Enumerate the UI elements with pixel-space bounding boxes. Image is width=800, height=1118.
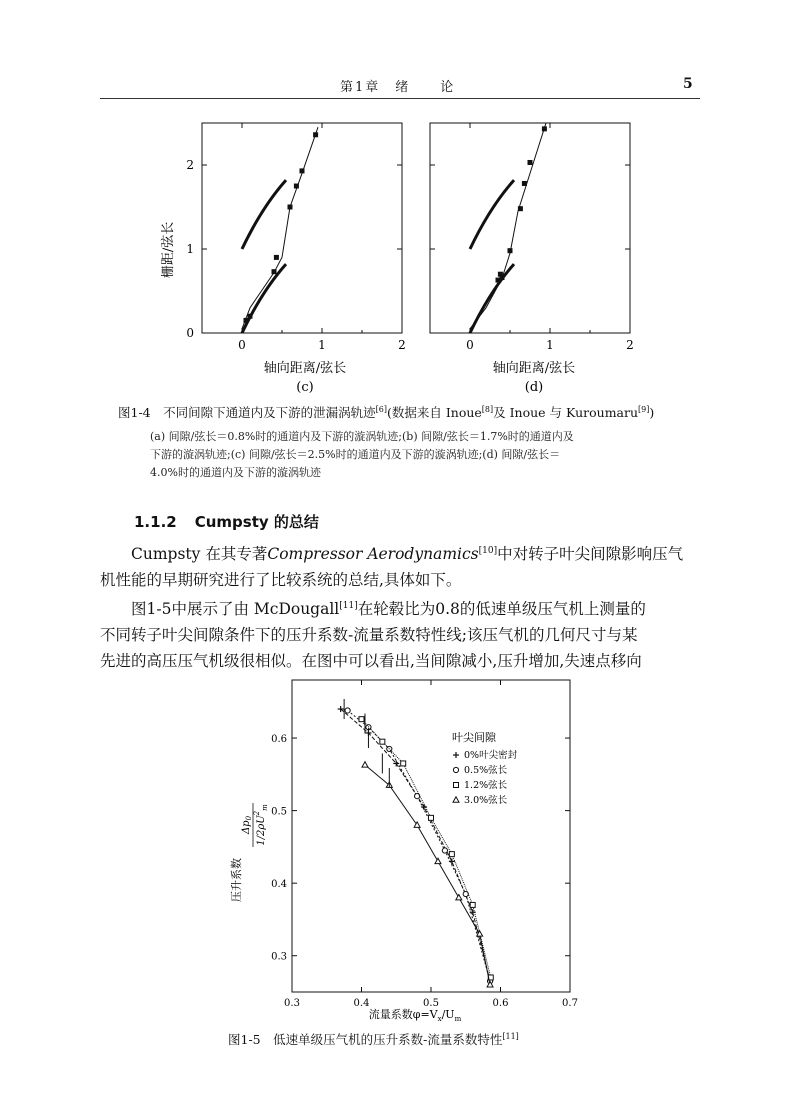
panel-d <box>430 123 634 352</box>
y-tick-label: 0.3 <box>271 951 287 963</box>
legend-label: 3.0%弦长 <box>464 795 508 806</box>
caption-text: ) <box>649 405 655 420</box>
subcaption-line: 下游的漩涡轨迹;(c) 间隙/弦长＝2.5%时的通道内及下游的漩涡轨迹;(d) 间隙/弦长＝ <box>150 448 561 461</box>
paragraph-line <box>100 593 700 622</box>
paragraph-line: 先进的高压压气机级很相似。在图中可以看出,当间隙减小,压升增加,失速点移向 <box>100 652 642 671</box>
legend-marker <box>454 783 459 788</box>
section-heading <box>134 511 319 532</box>
data-point <box>359 717 364 722</box>
figure-1-4-subcaption <box>150 428 670 482</box>
x-tick-label: 0.5 <box>423 998 439 1009</box>
data-point <box>415 793 420 798</box>
figure-1-4-ylabel: 栅距/弦长 <box>161 221 176 279</box>
y-tick-label: 0.4 <box>271 879 287 891</box>
page-number: 5 <box>683 76 693 92</box>
y-tick-label: 0 <box>186 326 194 340</box>
running-header: 第1章 绪 论 <box>340 80 456 95</box>
x-tick-label: 0.4 <box>353 998 370 1009</box>
citation: [11] <box>339 601 358 612</box>
vortex-marker <box>508 248 513 253</box>
panel-c <box>186 123 405 352</box>
panel-c-label: (c) <box>296 380 314 395</box>
y-tick-label: 0.6 <box>271 734 287 746</box>
vortex-marker <box>274 255 279 260</box>
caption-text: (数据来自 Inoue <box>386 405 482 420</box>
ylabel-fraction <box>241 803 269 847</box>
vortex-marker <box>528 160 533 165</box>
paragraph-line: 不同转子叶尖间隙条件下的压升系数-流量系数特性线;该压气机的几何尺寸与某 <box>100 626 638 645</box>
caption-ref: [9] <box>638 404 650 414</box>
data-point <box>470 902 475 907</box>
caption-ref: [6] <box>375 404 387 414</box>
figure-1-4 <box>150 115 650 395</box>
caption-main: 图1-5 低速单级压气机的压升系数-流量系数特性 <box>228 1032 503 1047</box>
panel-d-label: (d) <box>524 380 544 395</box>
data-point <box>429 815 434 820</box>
data-point <box>362 762 368 767</box>
data-point <box>442 848 447 853</box>
x-tick-label: 2 <box>398 338 406 352</box>
figure-1-5-caption <box>228 1030 519 1048</box>
caption-main: 图1-4 不同间隙下通道内及下游的泄漏涡轨迹 <box>118 405 376 420</box>
vortex-marker <box>248 314 253 319</box>
x-tick-label: 0.6 <box>492 998 509 1009</box>
section-number: 1.1.2 <box>134 513 177 531</box>
data-point <box>435 858 441 863</box>
figure-1-5-plot <box>271 680 578 1009</box>
data-point <box>449 852 454 857</box>
vortex-marker <box>522 181 527 186</box>
chart-ylabel: 压升系数 <box>230 858 243 902</box>
blade-upper-line <box>242 180 286 249</box>
x-tick-label: 1 <box>546 338 554 352</box>
vortex-marker <box>272 269 277 274</box>
caption-ref: [11] <box>502 1031 519 1041</box>
paragraph-line <box>100 538 700 567</box>
vortex-marker <box>518 206 523 211</box>
caption-ref: [8] <box>481 404 494 414</box>
section-title: Cumpsty 的总结 <box>194 513 319 531</box>
text-run: 在轮毂比为0.8的低速单级压气机上测量的 <box>357 600 646 619</box>
data-point <box>345 708 350 713</box>
plot-frame <box>292 680 570 992</box>
data-point <box>380 739 385 744</box>
ylabel-denominator: $1/2\rho U^2_m$ <box>253 804 269 846</box>
legend-marker <box>453 797 459 802</box>
panel-d-xlabel: 轴向距离/弦长 <box>492 361 576 376</box>
figure-1-5 <box>220 675 590 1030</box>
blade-lower-line <box>242 264 286 333</box>
x-tick-label: 1 <box>318 338 326 352</box>
body-text <box>100 538 700 674</box>
panel-c-xlabel: 轴向距离/弦长 <box>263 361 347 376</box>
blade-lower-line <box>470 264 514 333</box>
text-run: 中对转子叶尖间隙影响压气 <box>497 545 684 564</box>
plot-frame <box>430 123 630 333</box>
text-run: Cumpsty 在其专著 <box>131 545 268 564</box>
x-tick-label: 0.7 <box>562 998 578 1009</box>
y-tick-label: 2 <box>186 158 194 172</box>
ylabel-numerator: $\Delta p_0$ <box>241 815 253 835</box>
vortex-marker <box>288 205 293 210</box>
x-tick-label: 2 <box>626 338 634 352</box>
y-tick-label: 1 <box>186 242 194 256</box>
x-tick-label: 0 <box>238 338 246 352</box>
vortex-marker <box>498 272 503 277</box>
citation: [10] <box>478 546 498 556</box>
x-tick-label: 0.3 <box>284 998 300 1009</box>
vortex-marker <box>313 132 318 137</box>
chart-xlabel: 流量系数$\varphi=V_x/U_m$ <box>368 1008 462 1023</box>
subcaption-line: 4.0%时的通道内及下游的漩涡轨迹 <box>150 466 321 479</box>
vortex-marker <box>294 184 299 189</box>
vortex-marker <box>300 168 305 173</box>
subcaption-line: (a) 间隙/弦长＝0.8%时的通道内及下游的漩涡轨迹;(b) 间隙/弦长＝1.7%时的通道内及 <box>150 430 574 443</box>
plot-frame <box>202 123 402 333</box>
legend-label: 0%叶尖密封 <box>464 750 518 761</box>
legend-marker <box>453 767 458 772</box>
legend-title: 叶尖间隙 <box>452 731 496 744</box>
text-run: 图1-5中展示了由 McDougall <box>131 600 340 619</box>
data-point <box>401 761 406 766</box>
legend-label: 0.5%弦长 <box>464 765 508 776</box>
header-rule <box>100 98 700 99</box>
figure-1-4-caption <box>118 403 654 421</box>
caption-text: 及 Inoue 与 Kuroumaru <box>493 405 639 420</box>
blade-upper-line <box>470 180 514 249</box>
book-title: Compressor Aerodynamics <box>267 545 479 564</box>
x-tick-label: 0 <box>466 338 474 352</box>
paragraph-line: 机性能的早期研究进行了比较系统的总结,具体如下。 <box>100 571 462 590</box>
data-point <box>456 894 462 899</box>
legend-label: 1.2%弦长 <box>464 780 508 791</box>
y-tick-label: 0.5 <box>271 806 287 818</box>
vortex-marker <box>542 126 547 131</box>
